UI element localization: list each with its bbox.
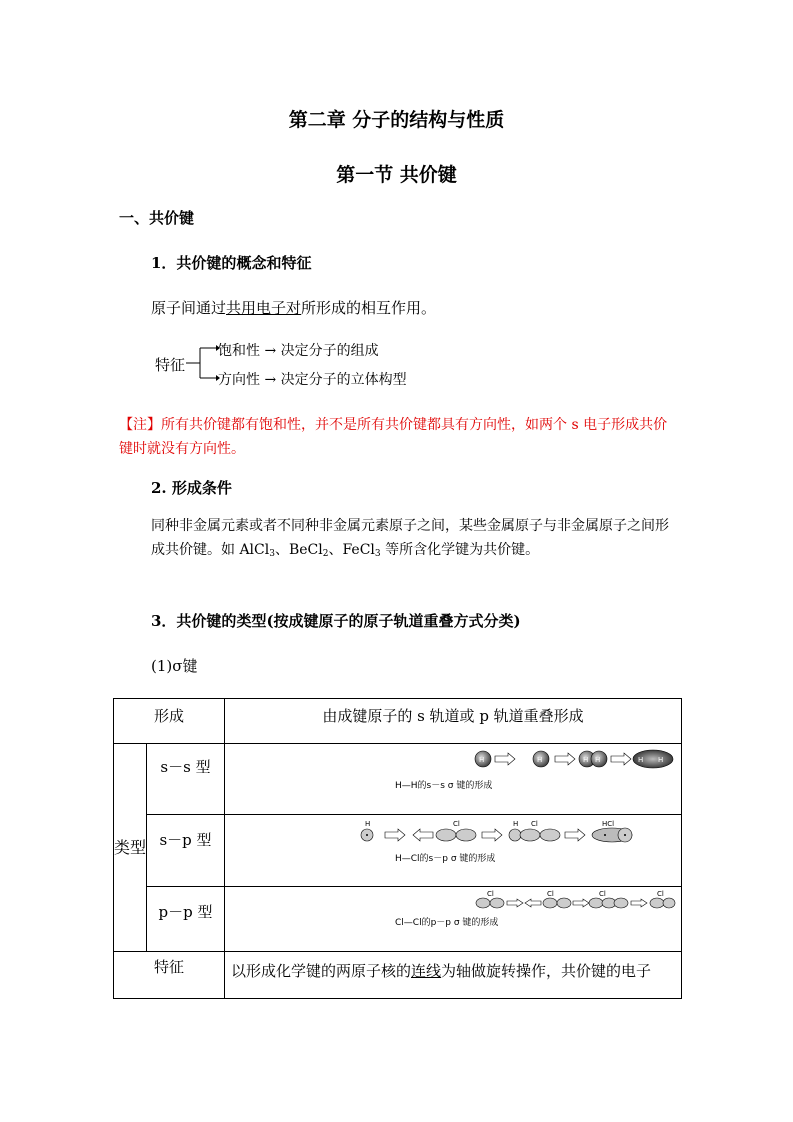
definition-suffix: 所形成的相互作用。 — [301, 299, 437, 317]
feature-row-label: 特征 — [153, 958, 184, 976]
atom-p-orbital-lobe — [663, 898, 675, 908]
atom-label: H — [595, 756, 601, 764]
atom-label: Cl — [657, 890, 664, 898]
pp-diagram-caption: Cl—Cl的p－p σ 键的形成 — [395, 918, 499, 928]
conditions-text-b: 、BeCl — [274, 542, 323, 558]
table-cell — [147, 815, 225, 887]
atom-label: Cl — [599, 890, 606, 898]
arrow-right-icon — [385, 829, 405, 841]
conditions-text-a: 同种非金属元素或者不同种非金属元素原子之间，某些金属原子与非金属原子之间形成共价键。如 AlCl — [151, 518, 669, 558]
table-cell — [225, 699, 682, 744]
atom-p-orbital-lobe — [490, 898, 504, 908]
arrow-left-icon — [525, 899, 541, 907]
feature-item-saturation: 饱和性 → 决定分子的组成 — [218, 343, 379, 359]
atom-s-orbital — [509, 829, 521, 841]
arrow-right-icon — [495, 753, 515, 765]
atom-p-orbital-lobe — [540, 829, 560, 841]
heading-sigma-bond: (1)σ键 — [151, 657, 198, 675]
atom-label: Cl — [547, 890, 554, 898]
nucleus-dot — [366, 834, 368, 836]
type-name-sp: s－p 型 — [159, 831, 212, 849]
atom-p-orbital-lobe — [650, 898, 664, 908]
nucleus-dot — [604, 834, 606, 836]
atom-p-orbital-lobe — [476, 898, 490, 908]
atom-p-orbital-lobe — [520, 829, 540, 841]
arrow-left-icon — [413, 829, 433, 841]
type-name-pp: p－p 型 — [158, 903, 213, 921]
definition-text — [151, 297, 436, 318]
table-row — [114, 952, 682, 999]
heading-covalent-bond: 一、共价键 — [119, 209, 195, 227]
table-cell — [225, 815, 682, 887]
arrow-right-icon — [631, 899, 647, 907]
arrow-right-icon — [507, 899, 523, 907]
type-label: 类型 — [114, 837, 147, 857]
definition-underlined: 共用电子对 — [226, 299, 302, 317]
table-cell — [147, 744, 225, 815]
subscript-alcl3: 3 — [269, 549, 275, 559]
feature-bracket-icon — [186, 340, 220, 386]
chapter-title: 第二章 分子的结构与性质 — [288, 109, 505, 131]
sp-diagram-caption: H—Cl的s－p σ 键的形成 — [395, 854, 496, 864]
table-row — [114, 887, 682, 952]
atom-label: H — [479, 756, 485, 764]
sp-bond-diagram — [225, 815, 681, 851]
nucleus-dot — [624, 834, 626, 836]
atom-p-orbital-lobe — [557, 898, 571, 908]
formation-value: 由成键原子的 s 轨道或 p 轨道重叠形成 — [322, 707, 584, 725]
conditions-text-c: 、FeCl — [328, 542, 375, 558]
section-title: 第一节 共价键 — [336, 164, 457, 186]
atom-label: Cl — [453, 820, 460, 828]
feature-row-underlined: 连线 — [411, 962, 442, 980]
table-cell — [114, 952, 225, 999]
arrow-right-icon — [573, 899, 589, 907]
atom-p-orbital-lobe — [589, 898, 603, 908]
heading-concept: 1．共价键的概念和特征 — [151, 254, 312, 272]
ss-bond-diagram — [225, 744, 681, 778]
atom-p-orbital-lobe — [614, 898, 628, 908]
atom-p-orbital-lobe — [456, 829, 476, 841]
atom-label: H — [638, 756, 644, 764]
atom-p-orbital-lobe — [543, 898, 557, 908]
subscript-becl2: 2 — [322, 549, 329, 559]
feature-row-value — [225, 952, 681, 981]
note-text: 【注】所有共价键都有饱和性，并不是所有共价键都具有方向性，如两个 s 电子形成共价键时就没有方向性。 — [119, 417, 668, 457]
subscript-fecl3: 3 — [374, 549, 381, 559]
table-cell — [225, 887, 682, 952]
pp-bond-diagram — [225, 887, 681, 915]
table-cell — [147, 887, 225, 952]
ss-diagram-caption: H—H的s－s σ 键的形成 — [395, 781, 493, 791]
atom-label: H — [583, 756, 589, 764]
atom-label: Cl — [531, 820, 538, 828]
atom-label: HCl — [602, 820, 615, 828]
table-row — [114, 699, 682, 744]
arrow-right-icon — [565, 829, 585, 841]
feature-row-prefix: 以形成化学键的两原子核的 — [231, 962, 412, 980]
type-name-ss: s－s 型 — [160, 758, 211, 776]
arrow-right-icon — [555, 753, 575, 765]
table-cell — [114, 699, 225, 744]
heading-bond-types: 3．共价键的类型(按成键原子的原子轨道重叠方式分类) — [151, 612, 521, 630]
atom-label: Cl — [487, 890, 494, 898]
table-row — [114, 815, 682, 887]
atom-label: H — [537, 756, 543, 764]
atom-p-orbital-lobe — [436, 829, 456, 841]
formation-label: 形成 — [153, 707, 184, 725]
table-cell — [225, 744, 682, 815]
conditions-text — [151, 514, 681, 566]
conditions-text-d: 等所含化学键为共价键。 — [380, 542, 540, 558]
table-cell — [225, 952, 682, 999]
feature-item-direction: 方向性 → 决定分子的立体构型 — [218, 372, 407, 388]
atom-label: H — [365, 820, 371, 828]
definition-prefix: 原子间通过 — [151, 299, 227, 317]
arrow-right-icon — [482, 829, 502, 841]
table-cell — [114, 744, 147, 952]
sigma-bond-table — [113, 698, 682, 999]
heading-conditions: 2. 形成条件 — [151, 479, 232, 497]
atom-label: H — [658, 756, 664, 764]
table-row — [114, 744, 682, 815]
feature-row-suffix: 为轴做旋转操作，共价键的电子 — [441, 962, 652, 980]
feature-label: 特征 — [155, 356, 186, 374]
atom-label: H — [513, 820, 519, 828]
arrow-right-icon — [611, 753, 631, 765]
